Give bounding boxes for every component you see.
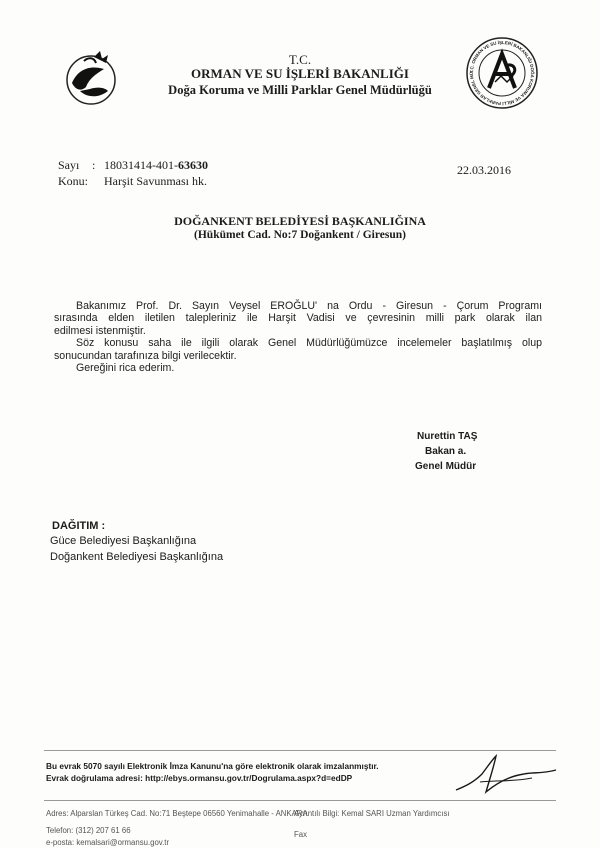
konu-label: Konu:: [58, 174, 88, 188]
seal-ring-text: T.C. ORMAN VE SU İŞLERİ BAKANLIĞI DOĞA KORUMA VE MİLLİ PARKLAR GENEL MÜ: [468, 39, 536, 107]
footer-phone: Telefon: (312) 207 61 66: [46, 826, 131, 835]
handwritten-signature-icon: [452, 752, 560, 800]
header-tc: T.C.: [288, 52, 312, 67]
paragraph-1-line-3: edilmesi istenmiştir.: [54, 324, 146, 337]
recipient-name: DOĞANKENT BELEDİYESİ BAŞKANLIĞINA: [174, 214, 426, 228]
letter-body: [54, 300, 542, 374]
signer-title-1: Bakan a.: [425, 446, 467, 457]
paragraph-1-line-2: sırasında elden iletilen talepleriniz ile Harşit Vadisi ve çevresinin milli park olarak ilan: [54, 312, 542, 325]
footer-address: Adres: Alparslan Türkeş Cad. No:71 Beştepe 06560 Yenimahalle - ANKARA: [46, 809, 308, 818]
paragraph-2-line-2: sonucundan tarafınıza bilgi verilecektir.: [54, 349, 237, 362]
distribution-title: DAĞITIM :: [52, 520, 106, 532]
konu-value: Harşit Savunması hk.: [104, 174, 207, 188]
e-signature-note: Bu evrak 5070 sayılı Elektronik İmza Kanunu'na göre elektronik olarak imzalanmıştır.: [46, 761, 379, 771]
sayi-label: Sayı: [58, 158, 80, 172]
signer-title-2: Genel Müdür: [415, 461, 477, 472]
ministry-emblem-icon: [60, 47, 122, 109]
verification-address: Evrak doğrulama adresi: http://ebys.ormansu.gov.tr/Dogrulama.aspx?d=edDP: [46, 773, 353, 783]
header-ministry: ORMAN VE SU İŞLERİ BAKANLIĞI: [191, 66, 409, 81]
distribution-item: Doğankent Belediyesi Başkanlığına: [50, 551, 224, 563]
sayi-number: 63630: [178, 158, 208, 172]
paragraph-1-line-1: Bakanımız Prof. Dr. Sayın Veysel EROĞLU' na Ordu - Giresun - Çorum Programı: [76, 300, 542, 312]
sayi-prefix: 18031414-401-: [104, 158, 178, 172]
footer-top-rule: [44, 750, 556, 751]
header-directorate: Doğa Koruma ve Milli Parklar Genel Müdürlüğü: [168, 83, 432, 97]
recipient-address: (Hükümet Cad. No:7 Doğankent / Giresun): [194, 229, 406, 241]
sayi-colon: :: [92, 158, 96, 172]
footer-bottom-rule: [44, 800, 556, 801]
distribution-item: Güce Belediyesi Başkanlığına: [50, 535, 197, 547]
document-date: 22.03.2016: [457, 163, 511, 177]
signer-name: Nurettin TAŞ: [417, 431, 478, 442]
footer-fax: Fax: [294, 830, 307, 839]
paragraph-2-line-1: Söz konusu saha ile ilgili olarak Genel Müdürlüğümüzce incelemeler başlatılmış olup: [76, 337, 542, 350]
footer-contact-info: Ayrıntılı Bilgi: Kemal SARI Uzman Yardımcısı: [294, 809, 450, 818]
paragraph-3: Gereğini rica ederim.: [76, 362, 175, 375]
sayi-value: [104, 158, 208, 173]
footer-email: e-posta: kemalsari@ormansu.gov.tr: [46, 838, 170, 847]
